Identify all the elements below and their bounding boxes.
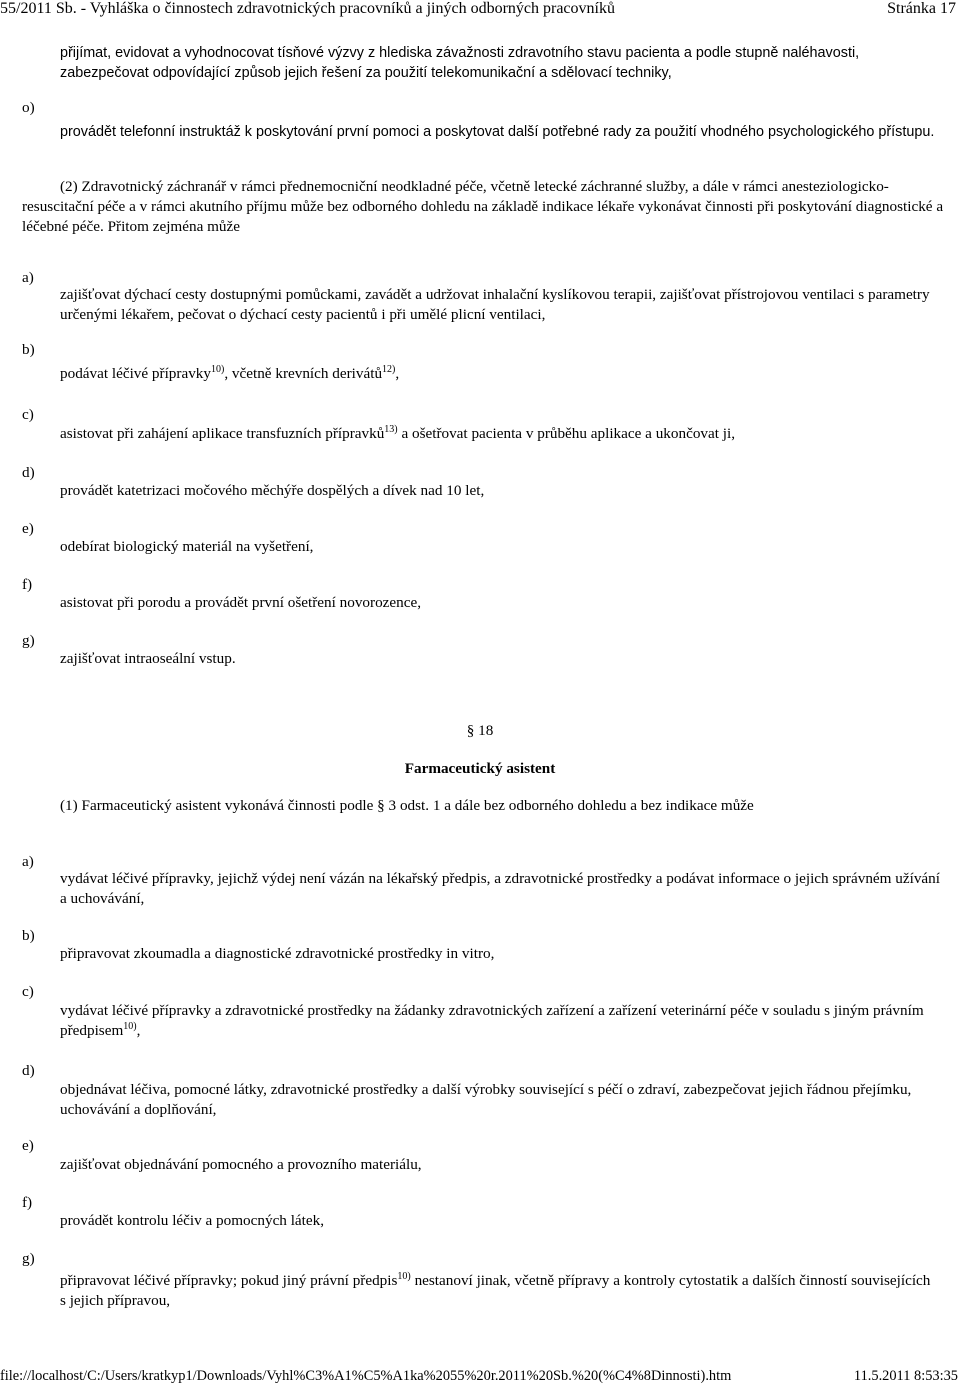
p2-item-b-label: b) [22, 341, 35, 358]
p2-item-f-label: f) [22, 576, 33, 593]
s18-item-a-text: vydávat léčivé přípravky, jejichž výdej není vázán na lékařský předpis, a zdravotnické prostředky a podávat informace o jejich správném užívání a uchovávání, [60, 870, 940, 907]
s18-item-e-label: e) [22, 1137, 34, 1154]
p2-item-a-label: a) [22, 269, 34, 286]
p2-item-c-pre: asistovat při zahájení aplikace transfuzních přípravků [60, 425, 385, 442]
s18-item-g-label: g) [22, 1250, 35, 1267]
p2-item-d-text: provádět katetrizaci močového měchýře dospělých a dívek nad 10 let, [60, 482, 485, 499]
p2-item-d-label: d) [22, 464, 35, 481]
p2-item-b-post: , [395, 365, 400, 382]
s18-item-d-label: d) [22, 1062, 35, 1079]
page-number: Stránka 17 [887, 0, 956, 17]
s18-item-c-pre: vydávat léčivé přípravky a zdravotnické prostředky na žádanky zdravotnických zařízení a zařízení veterinární péče v souladu s jiným právním předpisem [60, 1002, 924, 1039]
s18-item-b-text: připravovat zkoumadla a diagnostické zdravotnické prostředky in vitro, [60, 945, 495, 962]
item-o-text: provádět telefonní instruktáž k poskytování první pomoci a poskytovat další potřebné rady za použití vhodného psychologického přístupu. [60, 124, 935, 140]
footnote-ref: 13) [384, 424, 398, 435]
s18-item-c-post: , [136, 1022, 141, 1039]
p2-item-a-text: zajišťovat dýchací cesty dostupnými pomůckami, zavádět a udržovat inhalační kyslíkovou terapii, zajišťovat přístrojovou ventilaci s parametry určenými lékařem, pečovat o dýchací cesty pacientů i při umělé plicní ventilaci, [60, 286, 930, 323]
item-o-label: o) [22, 99, 35, 116]
footnote-ref: 10) [210, 364, 225, 375]
footer-datetime: 11.5.2011 8:53:35 [853, 1368, 958, 1384]
s18-item-f-text: provádět kontrolu léčiv a pomocných látek, [60, 1212, 325, 1229]
footnote-ref: 12) [382, 364, 396, 375]
continued-item-text [60, 43, 950, 83]
s18-item-a-label: a) [22, 853, 34, 870]
p2-item-e-label: e) [22, 520, 34, 537]
s18-item-b-label: b) [22, 927, 35, 944]
s18-item-e-text: zajišťovat objednávání pomocného a provozního materiálu, [60, 1156, 422, 1173]
section-number: § 18 [466, 722, 494, 739]
s18-item-d-text: objednávat léčiva, pomocné látky, zdravotnické prostředky a další výrobky související s péčí o zdraví, zabezpečovat jejich řádnou přejímku, uchovávání a doplňování, [60, 1081, 912, 1118]
p2-item-c-post: a ošetřovat pacienta v průběhu aplikace a ukončovat ji, [397, 425, 736, 442]
document-title: 55/2011 Sb. - Vyhláška o činnostech zdravotnických pracovníků a jiných odborných pracovníků [0, 0, 615, 17]
p2-item-c-text [60, 424, 940, 444]
footnote-ref: 10) [123, 1021, 137, 1032]
section-title: Farmaceutický asistent [404, 760, 556, 777]
s18-item-g-post: nestanoví jinak, včetně přípravy a kontroly cytostatik a dalších činností souvisejících s jejich přípravou, [60, 1272, 931, 1309]
s18-item-g-text [60, 1271, 940, 1311]
s18-item-c-text [60, 1001, 940, 1041]
p2-item-b-pre: podávat léčivé přípravky [60, 365, 211, 382]
p2-item-f-text: asistovat při porodu a provádět první ošetření novorozence, [60, 594, 422, 611]
p2-item-b-mid: , včetně krevních derivátů [224, 365, 383, 382]
s18-item-c-label: c) [22, 983, 34, 1000]
p2-item-g-text: zajišťovat intraoseální vstup. [60, 650, 236, 667]
p2-item-g-label: g) [22, 632, 35, 649]
continued-line-1: přijímat, evidovat a vyhodnocovat tísňové výzvy z hlediska závažnosti zdravotního stavu pacienta a podle stupně naléhavosti, [60, 45, 860, 61]
p2-item-e-text: odebírat biologický materiál na vyšetření, [60, 538, 314, 555]
s18-item-g-pre: připravovat léčivé přípravky; pokud jiný právní předpis [60, 1272, 398, 1289]
continued-line-2: zabezpečovat odpovídající způsob jejich řešení za použití telekomunikační a sdělovací techniky, [60, 65, 672, 81]
footnote-ref: 10) [397, 1271, 411, 1282]
p2-item-b-text [60, 364, 940, 384]
s18-item-f-label: f) [22, 1194, 33, 1211]
footer-file-path: file://localhost/C:/Users/kratkyp1/Downloads/Vyhl%C3%A1%C5%A1ka%2055%20r.2011%20Sb.%20(%C4%8Dinnosti).htm [0, 1368, 732, 1384]
section-18-intro: (1) Farmaceutický asistent vykonává činnosti podle § 3 odst. 1 a dále bez odborného dohledu a bez indikace může [60, 797, 754, 814]
p2-item-c-label: c) [22, 406, 34, 423]
paragraph-2: (2) Zdravotnický záchranář v rámci přednemocniční neodkladné péče, včetně letecké záchranné služby, a dále v rámci anesteziologicko-resuscitační péče a v rámci akutního příjmu může bez odborného dohledu na základě indikace lékaře vykonávat činnosti při poskytování diagnostické a léčebné péče. Přitom zejména může [22, 178, 944, 235]
